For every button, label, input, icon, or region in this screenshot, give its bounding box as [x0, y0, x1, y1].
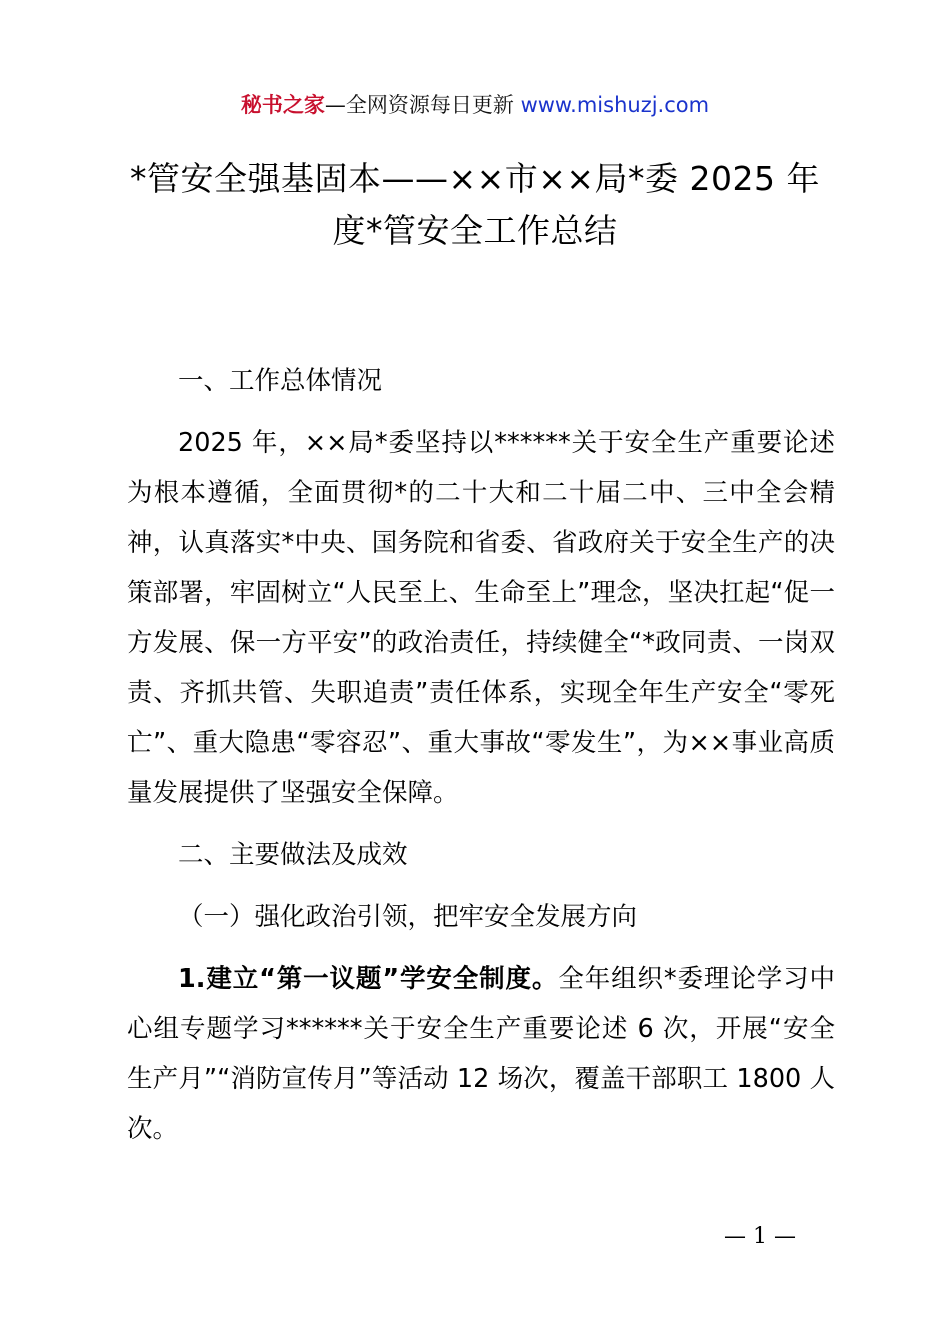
item-1-paragraph	[127, 954, 835, 1154]
item-1-title: 1.建立“第一议题”学安全制度。	[178, 964, 559, 994]
document-title	[110, 153, 840, 257]
page-number: — 1 —	[724, 1224, 796, 1249]
title-line-2: 度*管安全工作总结	[332, 211, 618, 250]
site-header	[0, 88, 950, 122]
section-2-subheading-1: （一）强化政治引领，把牢安全发展方向	[178, 902, 638, 932]
section-1-paragraph: 2025 年，××局*委坚持以******关于安全生产重要论述为根本遵循，全面贯彻*的二十大和二十届二中、三中全会精神，认真落实*中央、国务院和省委、省政府关于安全生产的决策部署，牢固树立“人民至上、生命至上”理念，坚决扛起“促一方发展、保一方平安”的政治责任，持续健全“*政同责、一岗双责、齐抓共管、失职追责”责任体系，实现全年生产安全“零死亡”、重大隐患“零容忍”、重大事故“零发生”，为××事业高质量发展提供了坚强安全保障。	[127, 428, 835, 808]
header-tagline: —全网资源每日更新	[324, 93, 521, 117]
section-1-heading: 一、工作总体情况	[178, 366, 383, 396]
brand-name: 秘书之家	[240, 93, 325, 117]
site-url-link[interactable]: www.mishuzj.com	[520, 93, 710, 117]
title-line-1: *管安全强基固本——××市××局*委 2025 年	[129, 159, 821, 198]
document-body	[127, 356, 835, 1154]
section-2-heading: 二、主要做法及成效	[178, 840, 408, 870]
item-1-text: 全年组织*委理论学习中心组专题学习******关于安全生产重要论述 6 次，开展“安全生产月”“消防宣传月”等活动 12 场次，覆盖干部职工 1800 人次。	[127, 964, 835, 1144]
